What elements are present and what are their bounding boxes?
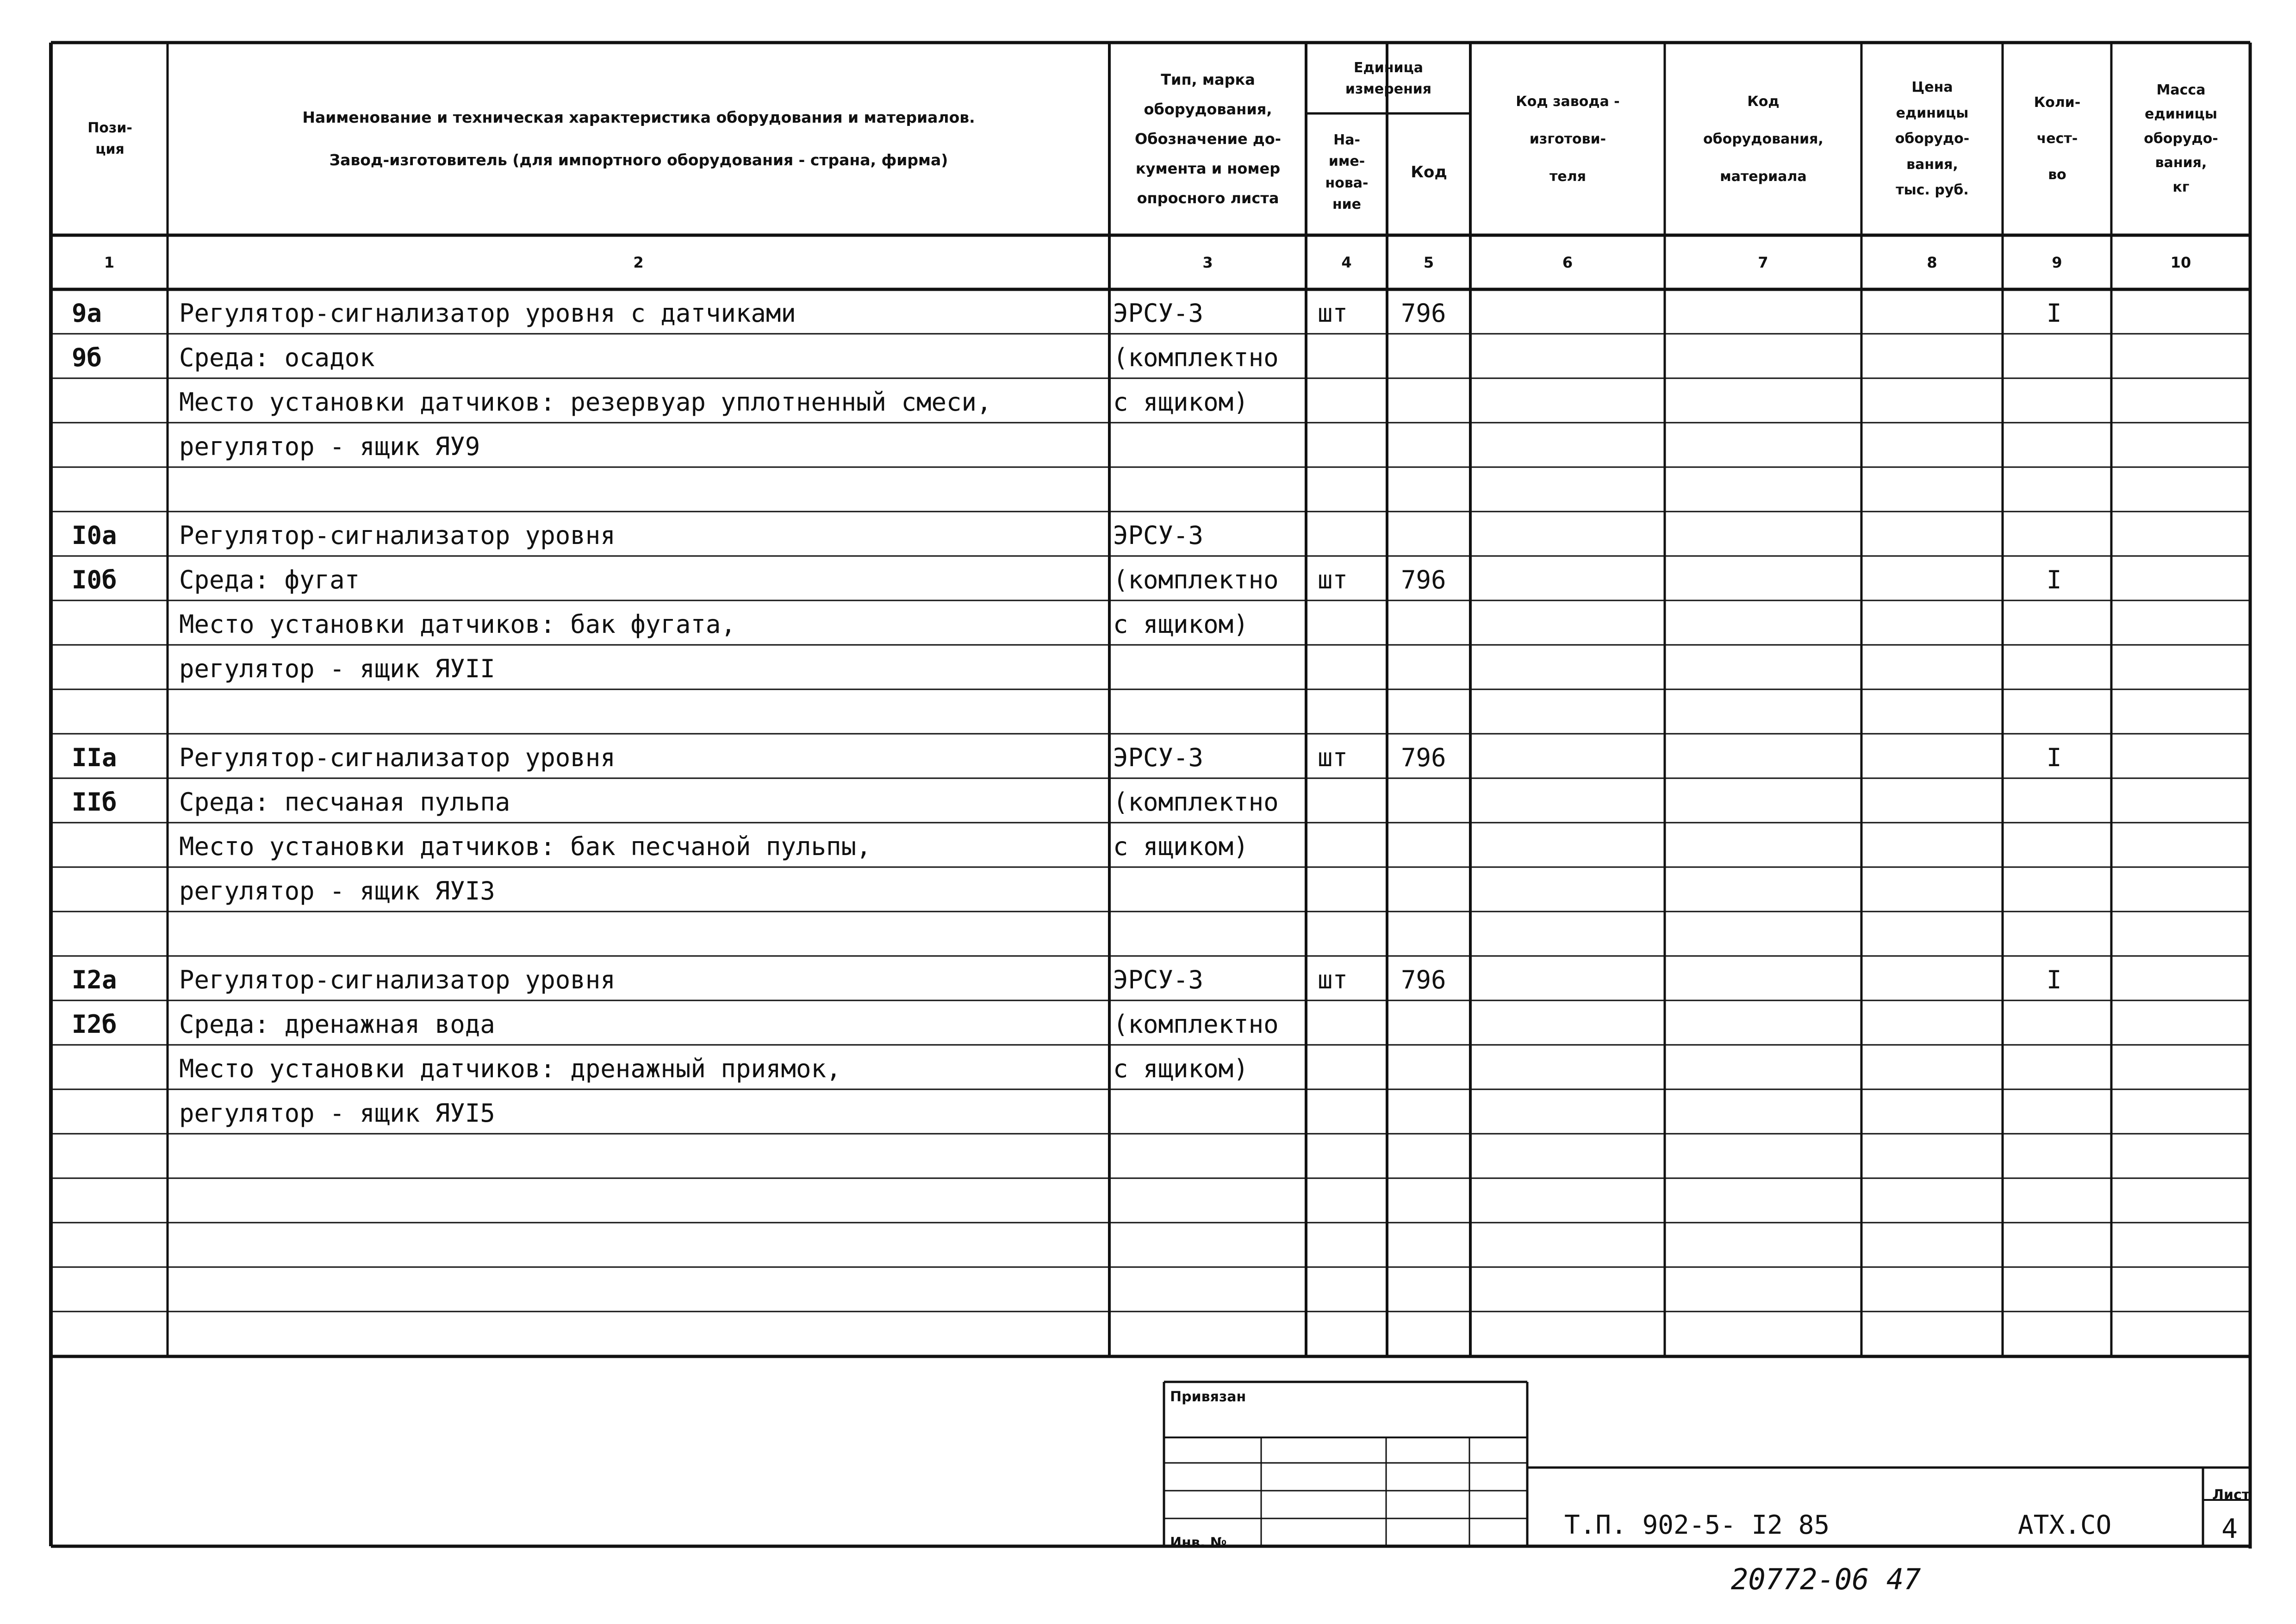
row-type: (комплектно xyxy=(1113,343,1279,372)
header-line: Код завода - xyxy=(1516,93,1620,110)
header-line: вания, xyxy=(1906,156,1958,173)
row-position: I0а xyxy=(72,521,117,550)
header-line: оборудования, xyxy=(1144,100,1272,118)
header-line: единицы xyxy=(1896,105,1969,121)
sheet-number: 4 xyxy=(2221,1513,2238,1544)
header-line: На- xyxy=(1333,131,1360,148)
header-line: ние xyxy=(1332,196,1362,212)
header-line: кг xyxy=(2172,179,2190,195)
row-type: с ящиком) xyxy=(1113,832,1249,861)
header-line: опросного листа xyxy=(1137,189,1279,207)
row-type: ЭРСУ-3 xyxy=(1113,521,1204,550)
header-line: кумента и номер xyxy=(1135,160,1281,177)
row-position: IIа xyxy=(72,743,117,772)
row-unit-code: 796 xyxy=(1401,299,1446,328)
handwritten-inventory-note: 20772-06 47 xyxy=(1731,1562,1921,1596)
header-line: материала xyxy=(1720,168,1807,185)
row-type: с ящиком) xyxy=(1113,610,1249,639)
row-name: Место установки датчиков: бак фугата, xyxy=(179,610,736,639)
header-line: Единица xyxy=(1354,59,1423,76)
header-line: нова- xyxy=(1325,175,1369,191)
row-name: Регулятор-сигнализатор уровня xyxy=(179,965,616,994)
column-number: 10 xyxy=(2170,254,2191,271)
header-line: вания, xyxy=(2155,155,2207,171)
header-line: тыс. руб. xyxy=(1896,182,1969,199)
header-line: единицы xyxy=(2145,106,2217,123)
privyazan-label: Привязан xyxy=(1170,1389,1246,1405)
header-name xyxy=(169,44,1108,234)
header-position xyxy=(53,44,167,234)
header-line: Пози- xyxy=(87,119,132,136)
header-line: Цена xyxy=(1911,79,1953,96)
header-factory-code xyxy=(1472,44,1664,234)
header-line: во xyxy=(2048,167,2066,183)
header-line: Коли- xyxy=(2034,94,2081,111)
row-unit-code: 796 xyxy=(1401,565,1446,594)
header-line: Наименование и техническая характеристика оборудования и материалов. xyxy=(302,108,975,126)
column-number: 1 xyxy=(104,254,115,271)
row-name: Среда: осадок xyxy=(179,343,375,372)
row-position: I0б xyxy=(72,565,117,594)
header-line: оборудования, xyxy=(1703,131,1823,147)
row-unit-code: 796 xyxy=(1401,965,1446,994)
header-line: изготови- xyxy=(1529,131,1606,147)
header-line: оборудо- xyxy=(2144,130,2218,147)
document-code: Т.П. 902-5- I2 85 xyxy=(1564,1510,1830,1540)
row-name: Регулятор-сигнализатор уровня xyxy=(179,743,616,772)
row-quantity: I xyxy=(2047,743,2062,772)
header-price xyxy=(1863,44,2002,234)
row-position: 9а xyxy=(72,299,102,328)
header-line: теля xyxy=(1549,168,1586,185)
header-line: Тип, марка xyxy=(1161,71,1255,88)
row-name: Место установки датчиков: дренажный приямок, xyxy=(179,1054,841,1083)
row-position: I2б xyxy=(72,1010,117,1039)
row-name: Регулятор-сигнализатор уровня xyxy=(179,521,616,550)
row-unit-code: 796 xyxy=(1401,743,1446,772)
row-unit: шт xyxy=(1318,299,1348,328)
row-type: с ящиком) xyxy=(1113,387,1249,417)
row-name: Место установки датчиков: резервуар уплотненный смеси, xyxy=(179,387,992,417)
header-line: оборудо- xyxy=(1895,131,1970,147)
row-type: (комплектно xyxy=(1113,1010,1279,1039)
header-line: Завод-изготовитель (для импортного оборудования - страна, фирма) xyxy=(329,151,948,169)
column-number: 5 xyxy=(1423,254,1434,271)
row-unit: шт xyxy=(1318,565,1348,594)
header-quantity xyxy=(2004,44,2110,234)
row-quantity: I xyxy=(2047,965,2062,994)
column-number: 2 xyxy=(633,254,644,271)
row-name: Среда: дренажная вода xyxy=(179,1010,495,1039)
column-number: 6 xyxy=(1562,254,1573,271)
header-unit-code xyxy=(1388,113,1469,231)
header-line: измерения xyxy=(1345,81,1432,97)
header-line: Обозначение до- xyxy=(1135,130,1281,148)
inventory-number-label: Инв. № xyxy=(1170,1535,1227,1551)
sheet-mark: АТХ.СО xyxy=(2018,1510,2112,1540)
row-name: Регулятор-сигнализатор уровня с датчиками xyxy=(179,299,796,328)
row-type: с ящиком) xyxy=(1113,1054,1249,1083)
row-type: (комплектно xyxy=(1113,565,1279,594)
row-quantity: I xyxy=(2047,299,2062,328)
header-type xyxy=(1111,44,1305,234)
row-name: регулятор - ящик ЯУII xyxy=(179,654,495,683)
row-position: 9б xyxy=(72,343,102,372)
column-number: 4 xyxy=(1341,254,1352,271)
column-number: 9 xyxy=(2052,254,2062,271)
row-name: Среда: фугат xyxy=(179,565,360,594)
header-line: Код xyxy=(1411,163,1447,182)
row-unit: шт xyxy=(1318,743,1348,772)
row-type: ЭРСУ-3 xyxy=(1113,299,1204,328)
header-unit-group xyxy=(1307,46,1469,111)
header-line: Масса xyxy=(2156,81,2206,98)
row-name: регулятор - ящик ЯУ9 xyxy=(179,432,480,461)
row-name: регулятор - ящик ЯУI5 xyxy=(179,1099,495,1128)
header-line: чест- xyxy=(2036,131,2078,147)
header-equipment-code xyxy=(1666,44,1860,234)
row-quantity: I xyxy=(2047,565,2062,594)
column-number: 3 xyxy=(1202,254,1213,271)
sheet-label: Лист xyxy=(2212,1487,2250,1503)
header-unit-name xyxy=(1307,113,1386,231)
row-position: IIб xyxy=(72,787,117,817)
row-name: Среда: песчаная пульпа xyxy=(179,787,510,817)
column-number: 8 xyxy=(1927,254,1937,271)
header-line: име- xyxy=(1328,153,1365,169)
row-name: Место установки датчиков: бак песчаной пульпы, xyxy=(179,832,871,861)
header-line: ция xyxy=(95,141,124,157)
row-unit: шт xyxy=(1318,965,1348,994)
row-type: ЭРСУ-3 xyxy=(1113,743,1204,772)
header-line: Код xyxy=(1747,93,1780,110)
row-name: регулятор - ящик ЯУI3 xyxy=(179,876,495,906)
row-type: (комплектно xyxy=(1113,787,1279,817)
column-number: 7 xyxy=(1758,254,1768,271)
row-position: I2а xyxy=(72,965,117,994)
header-mass xyxy=(2113,44,2249,234)
row-type: ЭРСУ-3 xyxy=(1113,965,1204,994)
